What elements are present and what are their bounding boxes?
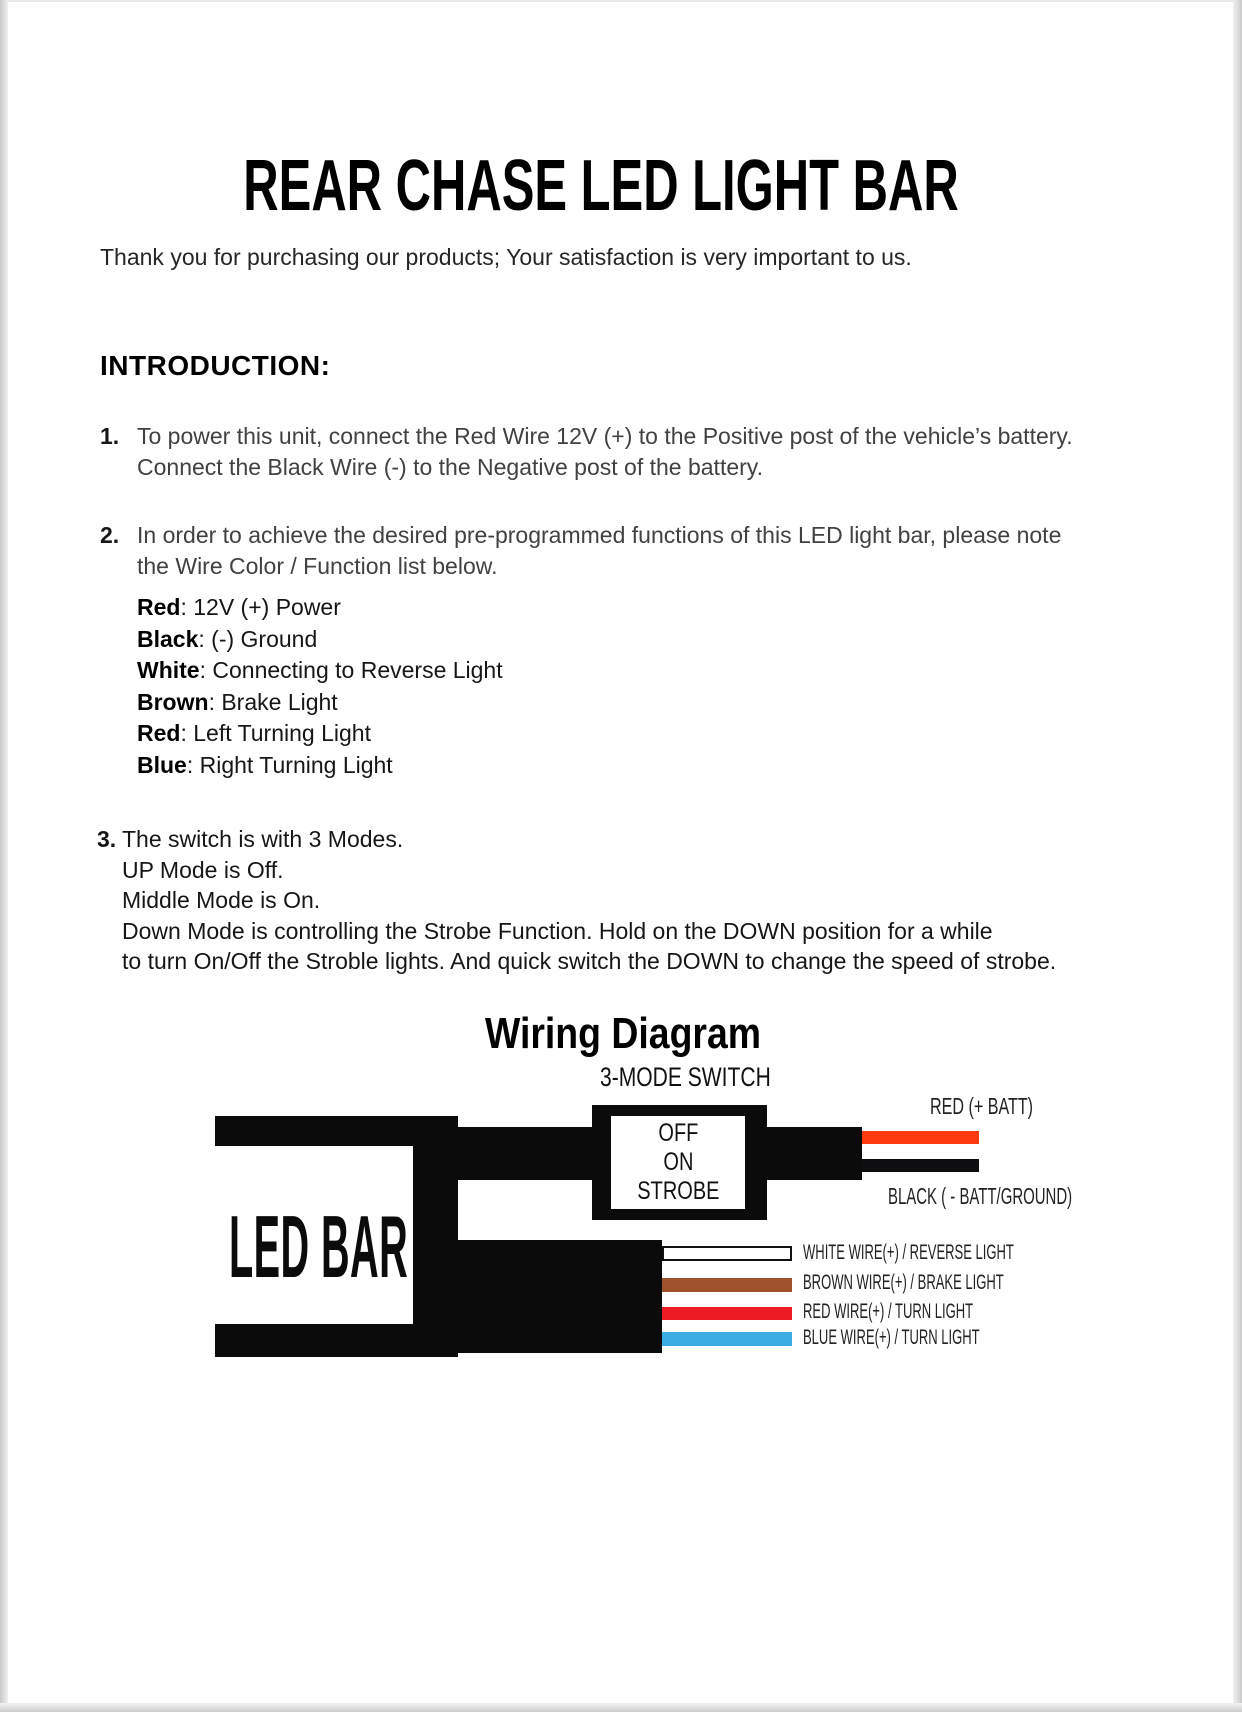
wire-function-row — [137, 750, 503, 782]
cable-switch-to-battery — [767, 1127, 862, 1180]
wire-function-desc: : 12V (+) Power — [180, 594, 341, 620]
wire-color-name: Red — [137, 594, 181, 620]
mode-switch-face — [608, 1113, 748, 1212]
battery-positive-wire — [862, 1131, 979, 1144]
wiring-diagram-title: Wiring Diagram — [485, 1009, 762, 1058]
wire-function-desc: : (-) Ground — [198, 625, 318, 652]
item-line: Middle Mode is On. — [122, 887, 321, 913]
wire-function-desc: : Left Turning Light — [180, 720, 371, 746]
item-line: To power this unit, connect the Red Wire 12V (+) to the Positive post of the vehicle’s battery. — [137, 423, 1073, 449]
item-number: 2. — [100, 522, 120, 548]
list-item-3 — [97, 824, 1056, 977]
wire-function-list — [137, 592, 503, 781]
item-line: In order to achieve the desired pre-programmed functions of this LED light bar, please note — [137, 522, 1062, 548]
right-turn-wire — [662, 1332, 792, 1346]
reverse-light-wire-label: WHITE WIRE(+) / REVERSE LIGHT — [803, 1241, 1014, 1264]
cable-ledbar-to-switch — [458, 1127, 592, 1180]
mode-switch-body — [592, 1105, 767, 1220]
wire-function-desc: : Connecting to Reverse Light — [199, 657, 503, 683]
wire-function-row — [137, 592, 503, 624]
led-bar-shape-connector — [413, 1116, 458, 1357]
item-line: Down Mode is controlling the Strobe Function. Hold on the DOWN position for a while — [122, 917, 993, 944]
mode-off-label: OFF — [657, 1119, 698, 1147]
page-edge-bottom — [0, 1703, 1242, 1712]
led-bar-label: LED BAR — [229, 1197, 409, 1296]
wire-function-row — [137, 655, 503, 687]
brake-light-wire — [662, 1278, 792, 1292]
page-edge-right — [1233, 0, 1242, 1712]
switch-caption: 3-MODE SWITCH — [600, 1062, 771, 1092]
cable-function-harness — [458, 1240, 662, 1353]
left-turn-wire-label: RED WIRE(+) / TURN LIGHT — [803, 1300, 974, 1323]
thank-you-note: Thank you for purchasing our products; Your satisfaction is very important to us. — [100, 244, 912, 270]
battery-ground-label: BLACK ( - BATT/GROUND) — [888, 1183, 1073, 1209]
battery-positive-label: RED (+ BATT) — [930, 1093, 1034, 1119]
wire-color-name: Brown — [137, 688, 209, 715]
item-number: 3. — [97, 826, 117, 852]
left-turn-wire — [662, 1307, 792, 1320]
item-number: 1. — [100, 423, 120, 449]
wire-color-name: Red — [137, 720, 181, 746]
item-line: the Wire Color / Function list below. — [137, 553, 498, 579]
wire-function-desc: : Brake Light — [208, 688, 338, 715]
led-bar-shape-bottom — [215, 1324, 458, 1357]
wire-function-desc: : Right Turning Light — [186, 751, 393, 778]
mode-strobe-label: STROBE — [636, 1177, 720, 1205]
introduction-heading: INTRODUCTION: — [100, 350, 331, 381]
item-text — [137, 520, 1061, 582]
reverse-light-wire — [662, 1246, 792, 1261]
brake-light-wire-label: BROWN WIRE(+) / BRAKE LIGHT — [803, 1271, 1004, 1294]
wire-function-row — [137, 624, 503, 656]
item-text: The switch is with 3 Modes. — [122, 826, 404, 852]
right-turn-wire-label: BLUE WIRE(+) / TURN LIGHT — [803, 1326, 980, 1349]
page-edge-top — [0, 0, 1242, 2]
mode-on-label: ON — [662, 1148, 693, 1176]
wire-color-name: Black — [137, 625, 199, 652]
list-item-2 — [100, 520, 1061, 582]
wire-color-name: White — [137, 657, 200, 683]
battery-ground-wire — [862, 1159, 979, 1172]
list-item-1 — [100, 421, 1073, 483]
wire-function-row — [137, 718, 503, 750]
page-title: REAR CHASE LED LIGHT BAR — [243, 146, 959, 226]
mode-switch-positions — [637, 1119, 719, 1206]
item-text — [137, 421, 1073, 483]
item-line: UP Mode is Off. — [122, 856, 284, 883]
item-line — [97, 824, 1056, 855]
wire-function-row — [137, 687, 503, 719]
item-line: Connect the Black Wire (-) to the Negative post of the battery. — [137, 454, 763, 480]
wire-color-name: Blue — [137, 751, 187, 778]
page-edge-left — [0, 0, 8, 1712]
item-line: to turn On/Off the Stroble lights. And quick switch the DOWN to change the speed of strobe. — [122, 948, 1057, 974]
